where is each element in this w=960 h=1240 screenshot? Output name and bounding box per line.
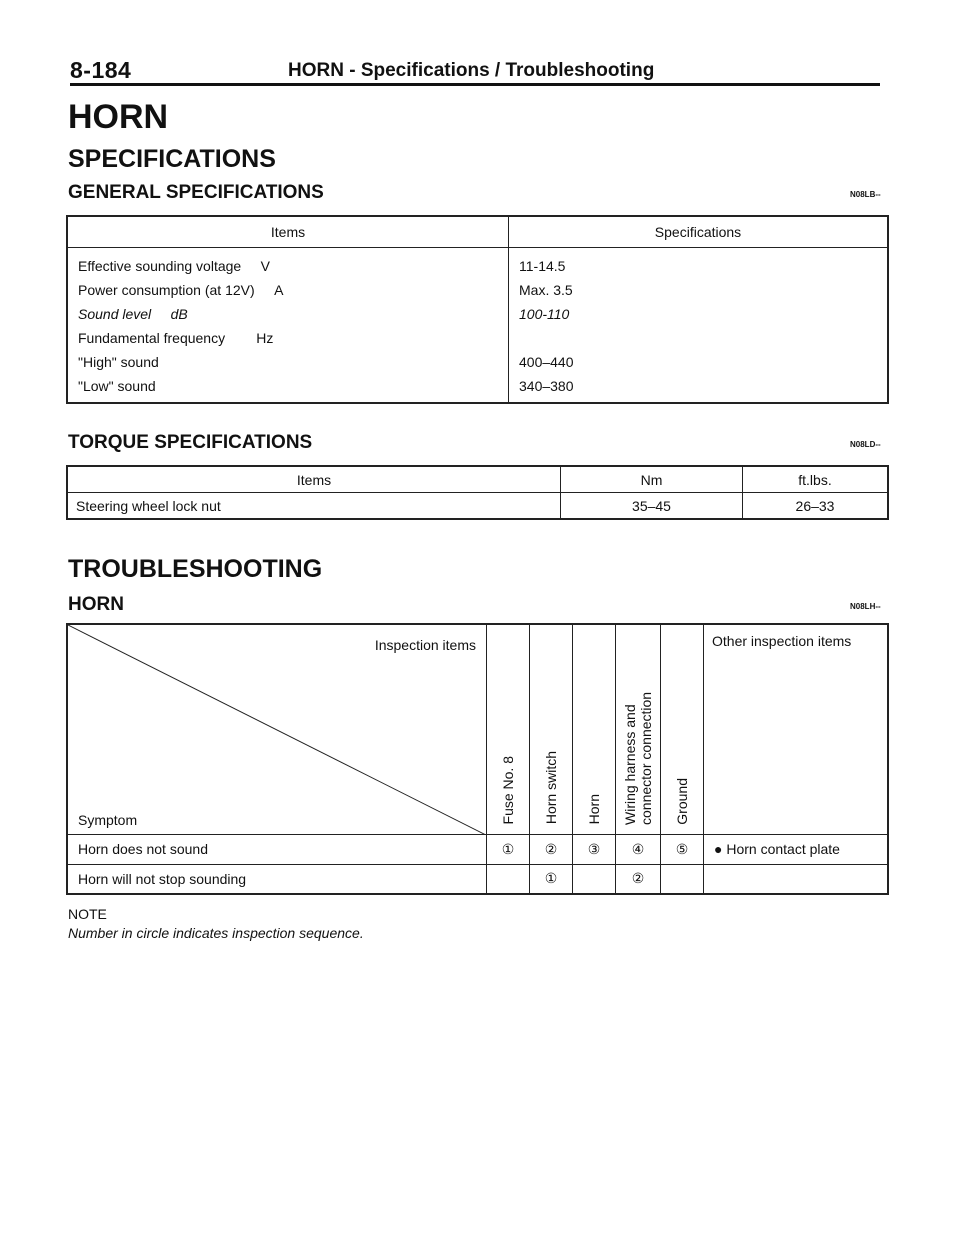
column-header: Items [67,466,561,493]
inspection-items-label: Inspection items [374,637,476,653]
symptom-label: Symptom [78,811,138,828]
value-cell: Max. 3.5 [509,278,889,302]
troubleshooting-code: N08LH-- [850,602,881,611]
value-cell [509,326,889,350]
table-row [67,864,888,894]
item-cell [67,278,509,302]
column-header: Nm [561,466,743,493]
item-cell [67,350,509,374]
sequence-cell: ② [530,834,573,864]
inspection-item-header [487,624,530,834]
item-text: Power consumption (at 12V) [78,282,255,298]
item-cell [67,248,509,279]
item-text: Sound level [78,306,152,322]
diagonal-line [68,625,486,835]
inspection-item-header [530,624,573,834]
specifications-heading: SPECIFICATIONS [68,145,276,173]
inspection-item-header [661,624,704,834]
unit-text: Hz [256,330,274,346]
sequence-cell: ④ [616,834,661,864]
item-cell: Steering wheel lock nut [67,493,561,520]
main-title: HORN [68,98,169,136]
inspection-item-header [573,624,616,834]
table-row [67,278,888,302]
item-cell [67,326,509,350]
other-inspection-header: Other inspection items [704,624,889,834]
item-cell [67,302,509,326]
general-spec-code: N08LB-- [850,190,881,199]
table-row [67,302,888,326]
general-specifications-heading: GENERAL SPECIFICATIONS [68,182,324,203]
ftlbs-cell: 26–33 [743,493,889,520]
sequence-cell [487,864,530,894]
value-cell: 400–440 [509,350,889,374]
item-text: "High" sound [78,354,159,370]
sequence-cell [573,864,616,894]
sequence-cell: ③ [573,834,616,864]
other-inspection-cell: ● Horn contact plate [704,834,889,864]
column-header: ft.lbs. [743,466,889,493]
symptom-cell: Horn will not stop sounding [67,864,487,894]
ground-header-text: Ground [674,777,690,825]
table-row [67,374,888,403]
other-inspection-cell [704,864,889,894]
inspection-item-header [616,624,661,834]
symptom-cell: Horn does not sound [67,834,487,864]
table-header-row [67,216,888,248]
column-header: Specifications [509,216,889,248]
item-cell [67,374,509,403]
sequence-cell: ① [487,834,530,864]
table-row [67,834,888,864]
horn-switch-header-text: Horn switch [543,751,559,825]
sequence-cell: ① [530,864,573,894]
horn-header-text: Horn [586,794,602,825]
unit-text: V [260,258,270,274]
page-header-title: HORN - Specifications / Troubleshooting [288,60,655,81]
troubleshooting-table [66,623,889,895]
torque-spec-code: N08LD-- [850,440,881,449]
fuse-header-text: Fuse No. 8 [500,756,516,825]
note-label: NOTE [68,906,107,922]
unit-text: A [274,282,284,298]
table-row [67,326,888,350]
horn-subheading: HORN [68,594,124,615]
general-specifications-table [66,215,889,404]
item-text: Fundamental frequency [78,330,226,346]
sequence-cell [661,864,704,894]
note-text: Number in circle indicates inspection sequence. [68,925,364,941]
unit-text: dB [170,306,188,322]
nm-cell: 35–45 [561,493,743,520]
value-cell: 11-14.5 [509,248,889,279]
sequence-cell: ② [616,864,661,894]
column-header: Items [67,216,509,248]
torque-specifications-table [66,465,889,520]
table-row [67,493,888,520]
wiring-header-text: Wiring harness and connector connection [622,691,654,825]
item-text: "Low" sound [78,378,156,394]
sequence-cell: ⑤ [661,834,704,864]
table-row [67,248,888,279]
table-row [67,350,888,374]
value-cell: 340–380 [509,374,889,403]
item-text: Effective sounding voltage [78,258,242,274]
diagonal-corner-cell [67,624,487,834]
header-rule [70,83,880,86]
value-cell: 100-110 [509,302,889,326]
page-number: 8-184 [70,57,132,83]
table-header-row [67,466,888,493]
troubleshooting-heading: TROUBLESHOOTING [68,555,323,583]
torque-specifications-heading: TORQUE SPECIFICATIONS [68,432,313,453]
table-header-row [67,624,888,834]
